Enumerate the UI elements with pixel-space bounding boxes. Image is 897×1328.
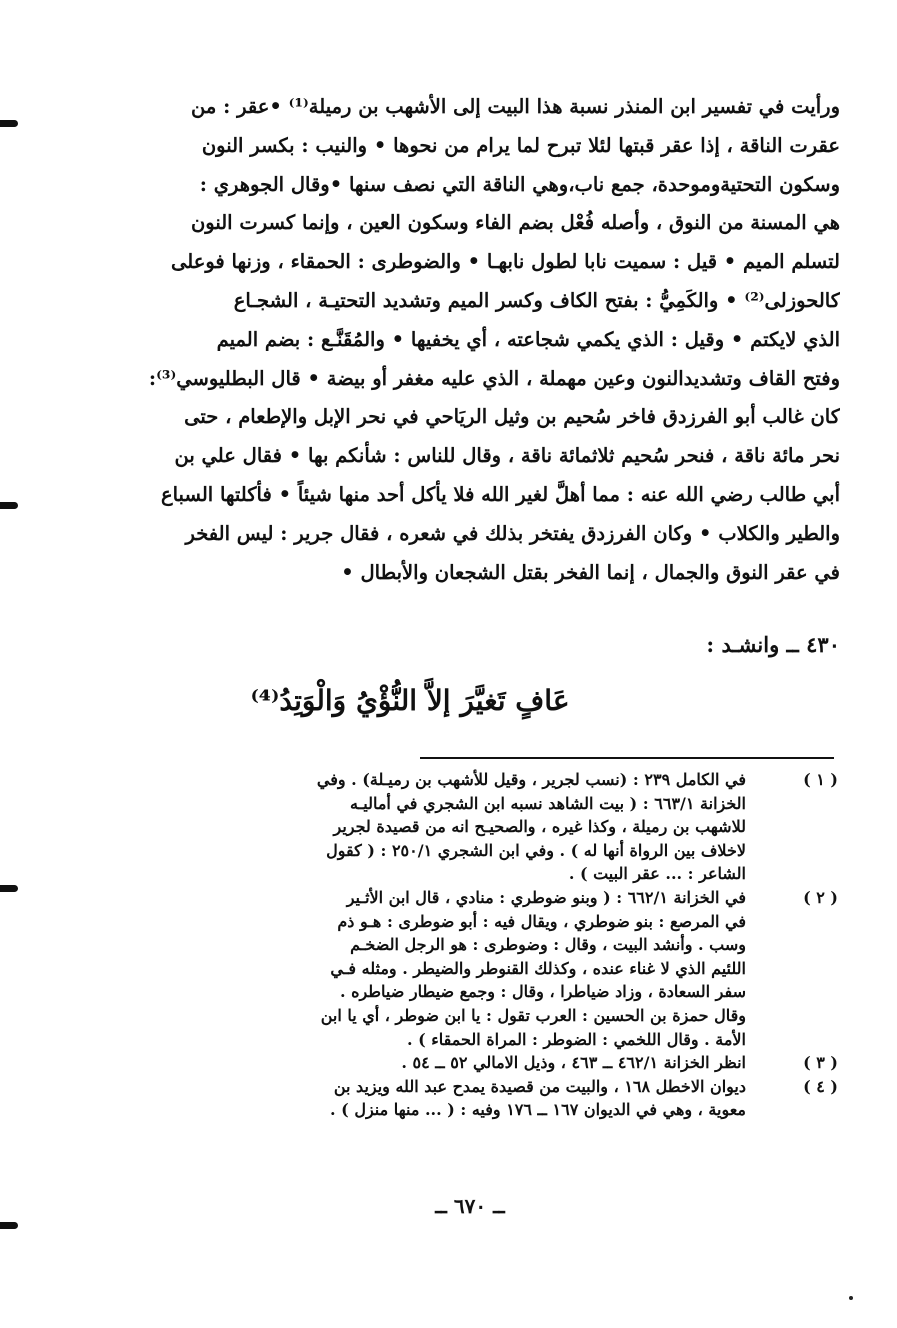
page-number: ــ ٦٧٠ ــ — [435, 1194, 505, 1218]
section-heading: ٤٣٠ ــ وانشـد : — [706, 632, 840, 657]
footnote-1 — [88, 768, 838, 886]
binding-mark-bottom — [0, 1222, 18, 1229]
footnote-line: الخزانة ٦٦٣/١ : ( بيت الشاهد نسبه ابن الشجري في أماليـه — [350, 793, 746, 813]
text-line: أبي طالب رضي الله عنه : مما أهلَّ لغير الله فلا يأكل أحد منها شيئاً • فأكلتها السباع — [160, 482, 840, 506]
text-line: في عقر النوق والجمال ، إنما الفخر بقتل الشجعان والأبطال • — [341, 560, 840, 584]
footnote-body — [88, 1051, 746, 1075]
text-line: والطير والكلاب • وكان الفرزدق يفتخر بذلك في شعره ، فقال جرير : ليس الفخر — [185, 521, 840, 545]
footnote-number: ( ٤ ) — [803, 1076, 838, 1096]
footnote-number: ( ١ ) — [803, 770, 838, 789]
footnote-2 — [88, 886, 838, 1051]
footnote-line: سفر السعادة ، وزاد ضياطرا ، وقال : وجمع ضيطار ضياطره . — [339, 982, 746, 1002]
footnote-number: ( ٢ ) — [803, 887, 838, 907]
footnote-line: في الخزانة ٦٦٢/١ : ( وبنو ضوطري : منادي ، قال ابن الأثـير — [346, 887, 746, 907]
main-paragraph — [88, 88, 840, 592]
text-line: كالحوزلى⁽²⁾ • والكَمِيُّ : بفتح الكاف وكسر الميم وتشديد التحتيـة ، الشجـاع — [233, 288, 840, 312]
footnotes — [88, 768, 838, 1122]
footnote-line: وسب . وأنشد البيت ، وقال : وضوطرى : هو الرجل الضخـم — [350, 935, 746, 955]
text-line: هي المسنة من النوق ، وأصله فُعْل بضم الفاء وسكون العين ، وإنما كسرت النون — [190, 211, 840, 235]
text-line: كان غالب أبو الفرزدق فاخر سُحيم بن وثيل الريَاحي في نحر الإبل والإطعام ، حتى — [184, 405, 840, 429]
footnote-body — [88, 1075, 746, 1122]
footnote-line: الشاعر : ... عقر البيت ) . — [568, 864, 746, 884]
text-line: وسكون التحتيةوموحدة، جمع ناب،وهي الناقة التي نصف سنها •وقال الجوهري : — [199, 172, 840, 196]
footnote-line: اللئيم الذي لا غناء عنده ، وكذلك القنوطر والضيطر . ومثله فـي — [330, 958, 746, 978]
text-line: ورأيت في تفسير ابن المنذر نسبة هذا البيت إلى الأشهب بن رميلة⁽¹⁾ •عقر : من — [191, 95, 840, 118]
footnote-4 — [88, 1075, 838, 1122]
footnote-separator — [420, 757, 834, 759]
footnote-line: الأمة . وقال اللخمي : الضوطر : المراة الحمقاء ) . — [407, 1029, 746, 1049]
footnote-line: انظر الخزانة ٤٦٢/١ ــ ٤٦٣ ، وذيل الامالي ٥٢ ــ ٥٤ . — [401, 1053, 746, 1073]
footnote-line: للاشهب بن رميلة ، وكذا غيره ، والصحيـح انه من قصيدة لجرير — [333, 817, 746, 837]
footnote-number: ( ٣ ) — [803, 1053, 838, 1073]
text-line: نحر مائة ناقة ، فنحر سُحيم ثلاثمائة ناقة ، وقال للناس : شأنكم بها • فقال علي بن — [174, 444, 840, 468]
footnote-body — [88, 768, 746, 886]
footnote-line: لاخلاف بين الرواة أنها له ) . وفي ابن الشجري ٢٥٠/١ : ( كقول — [326, 840, 746, 860]
footnote-line: معوية ، وهي في الديوان ١٦٧ ــ ١٧٦ وفيه : ( ... منها منزل ) . — [330, 1100, 746, 1120]
footnote-line: ديوان الاخطل ١٦٨ ، والبيت من قصيدة يمدح عبد الله ويزيد بن — [333, 1076, 746, 1096]
poem-verse: عَافٍ تَغيَّرَ إلاَّ النُّؤْيُ وَالْوَتِدُ⁽⁴⁾ — [250, 684, 570, 717]
footnote-body — [88, 886, 746, 1051]
text-line: وفتح القاف وتشديدالنون وعين مهملة ، الذي عليه مغفر أو بيضة • قال البطليوسي⁽³⁾: — [148, 366, 840, 390]
text-line: لتسلم الميم • قيل : سميت نابا لطول نابهـا • والضوطرى : الحمقاء ، وزنها فوعلى — [171, 250, 840, 274]
footnote-3 — [88, 1051, 838, 1075]
footnote-line: في المرصع : بنو ضوطري ، ويقال فيه : أبو ضوطرى : هـو ذم — [337, 911, 746, 931]
scan-speck — [849, 1296, 853, 1300]
binding-mark-upper-middle — [0, 502, 18, 509]
footnote-line: في الكامل ٢٣٩ : (نسب لجرير ، وقيل للأشهب بن رميـلة) . وفي — [316, 770, 746, 789]
binding-mark-lower-middle — [0, 885, 18, 892]
text-line: عقرت الناقة ، إذا عقر قبتها لئلا تبرح لما يرام من نحوها • والنيب : بكسر النون — [201, 133, 840, 157]
binding-mark-top — [0, 120, 18, 127]
footnote-line: وقال حمزة بن الحسين : العرب تقول : يا ابن ضوطر ، أي يا ابن — [320, 1005, 746, 1025]
text-line: الذي لايكتم • وقيل : الذي يكمي شجاعته ، أي يخفيها • والمُقَنَّـع : بضم الميم — [216, 327, 840, 351]
